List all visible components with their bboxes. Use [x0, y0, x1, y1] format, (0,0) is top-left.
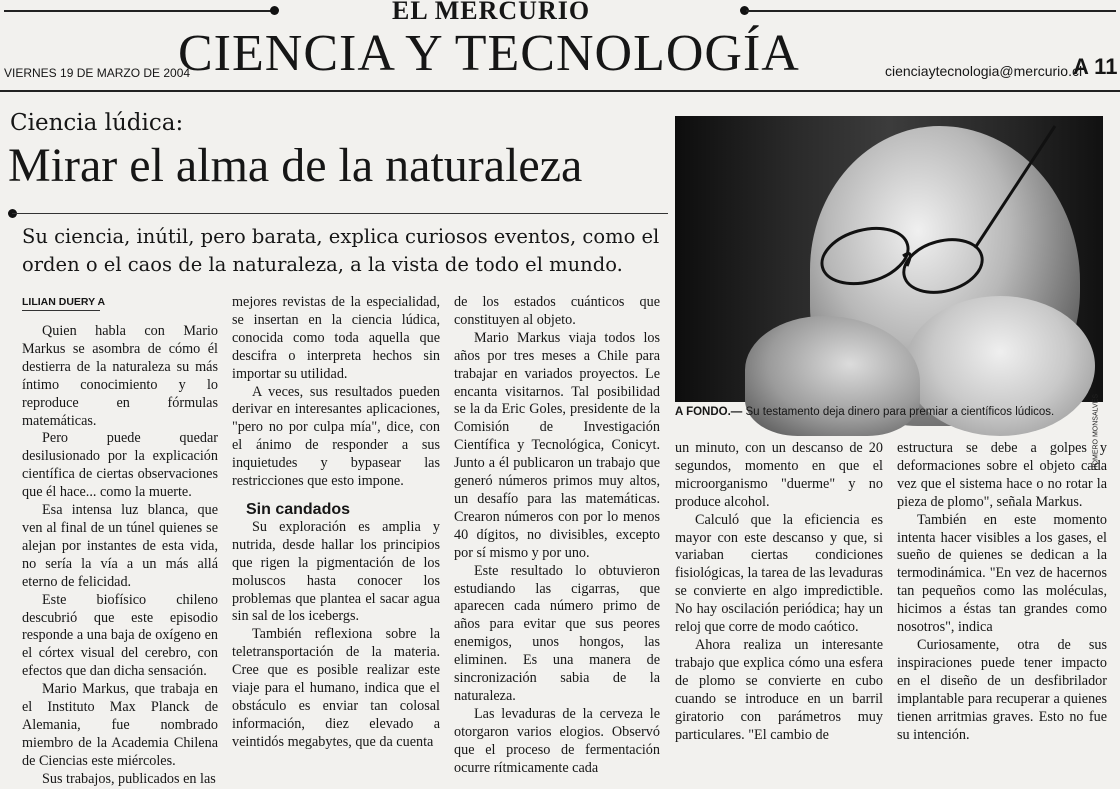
caption-lead: A FONDO.— — [675, 406, 743, 418]
article-kicker: Ciencia lúdica: — [10, 110, 184, 136]
glasses-icon — [675, 116, 1103, 402]
paragraph: Curiosamente, otra de sus inspiraciones puede tener impacto en el diseño de un desfibrilador implantable para recuperar a quienes tienen arritmias graves. Esto no fue su intención. — [897, 636, 1107, 743]
column-1 — [22, 323, 218, 789]
masthead-rule-left — [4, 10, 274, 12]
paragraph: Sus trabajos, publicados en las — [42, 770, 216, 787]
section-title: CIENCIA Y TECNOLOGÍA — [178, 25, 800, 82]
caption-text: Su testamento deja dinero para premiar a científicos lúdicos. — [742, 406, 1055, 418]
dateline: VIERNES 19 DE MARZO DE 2004 — [4, 66, 191, 80]
paragraph: Calculó que la eficiencia es mayor con este descanso y que, si variaban ciertas condiciones fisiológicas, la tarea de las levaduras se convierte en algo impredictible. No hay oscilación periódica; hay un reloj que corre de modo caótico. — [675, 511, 883, 636]
paragraph: mejores revistas de la especialidad, se insertan en la ciencia lúdica, conocida como toda aquella que descifra o interpreta hechos sin importar su utilidad. — [232, 294, 440, 382]
column-3 — [454, 294, 660, 777]
paragraph: Las levaduras de la cerveza le otorgaron varios elogios. Observó que el proceso de fermentación ocurre rítmicamente cada — [454, 705, 660, 776]
byline-rule — [22, 310, 100, 311]
byline: LILIAN DUERY A — [22, 296, 106, 308]
paragraph: Pero puede quedar desilusionado por la explicación científica de ciertas observaciones que él hace... como la muerte. — [22, 430, 218, 501]
paragraph: Su exploración es amplia y nutrida, desde hallar los principios que rigen la pigmentación de los moluscos hasta conocer los problemas que plantea el sacar agua sin sal de los icebergs. — [232, 518, 440, 625]
newspaper-name: EL MERCURIO — [392, 0, 591, 25]
paragraph: También reflexiona sobre la teletransportación de la materia. Cree que es posible realizar este viaje para el humano, indica que el obstáculo es enviar tan colosal información, diez elevado a veintidós megabytes, que da cuenta — [232, 626, 440, 750]
column-2 — [232, 294, 440, 752]
masthead-dot-left — [270, 6, 279, 15]
paragraph: A veces, sus resultados pueden derivar en interesantes aplicaciones, "pero no por culpa mía", dice, con el ánimo de responder a sus inquietudes y bypasear las restricciones que esto impone. — [232, 383, 440, 490]
paragraph: de los estados cuánticos que constituyen al objeto. — [454, 294, 660, 328]
subheading: Sin candados — [246, 500, 351, 518]
paragraph: También en este momento intenta hacer visibles a los gases, el sueño de quienes se dedican a la termodinámica. "En vez de hacernos tan pequeños como las moléculas, hicimos a éstas tan grandes como nosotros", indica — [897, 511, 1107, 636]
paragraph: Mario Markus viaja todos los años por tres meses a Chile para trabajar en variados proyectos. Le encanta visitarnos. Tal posibilidad se la da Eric Goles, presidente de la Comisión de Investigación Científica y Tecnológica, Conicyt. Junto a él publicaron un trabajo que generó números primos muy altos, un desafío para las matemáticas. Crearon números con por lo menos 40 dígitos, no divisibles, excepto por sí mismo y por uno. — [454, 329, 660, 561]
headline-rule — [12, 213, 668, 214]
paragraph: Mario Markus, que trabaja en el Instituto Max Planck de Alemania, fue nombrado miembro de la Academia Chilena de Ciencias este miércoles. — [22, 681, 218, 769]
column-5 — [897, 440, 1107, 744]
paragraph: estructura se debe a golpes y deformaciones sobre el objeto cada vez que el sistema hace o no rotar la pieza de plomo", señala Markus. — [897, 440, 1107, 510]
paragraph: Este resultado lo obtuvieron estudiando las cigarras, que aparecen cada número primo de años para evitar que sus peores enemigos, unos hongos, las eliminen. Es una manera de sincronización sabia de la naturaleza. — [454, 562, 660, 704]
masthead-rule-bottom — [0, 90, 1120, 92]
masthead — [0, 0, 1120, 92]
paragraph: Ahora realiza un interesante trabajo que explica cómo una esfera de plomo se convierte en cubo cuando se introduce en un barril giratorio con parámetros muy particulares. "El cambio de — [675, 636, 883, 743]
masthead-rule-right — [746, 10, 1116, 12]
photo-credit: HOMERO MONSALVES — [1092, 394, 1099, 471]
column-4 — [675, 440, 883, 744]
photo-caption — [675, 406, 1115, 418]
article-headline: Mirar el alma de la naturaleza — [8, 139, 583, 192]
paragraph: Este biofísico chileno descubrió que este episodio responde a una baja de oxígeno en el córtex visual del cerebro, con efectos que dan dicha sensación. — [22, 591, 218, 680]
page-number: A 11 — [1073, 54, 1118, 79]
article-subhead: Su ciencia, inútil, pero barata, explica curiosos eventos, como el orden o el caos de la naturaleza, a la vista de todo el mundo. — [22, 225, 660, 276]
paragraph: Esa intensa luz blanca, que ven al final de un túnel quienes se alejan por instantes de esta vida, no sería la vía a un más allá eterno de felicidad. — [22, 502, 218, 590]
section-email: cienciaytecnologia@mercurio.cl — [885, 63, 1083, 79]
paragraph: un minuto, con un descanso de 20 segundos, momento en que el microorganismo "duerme" y no produce alcohol. — [675, 440, 883, 510]
paragraph: Quien habla con Mario Markus se asombra de cómo él destierra de la naturaleza su más íntimo conocimiento y lo reproduce en fórmulas matemáticas. — [22, 323, 218, 429]
